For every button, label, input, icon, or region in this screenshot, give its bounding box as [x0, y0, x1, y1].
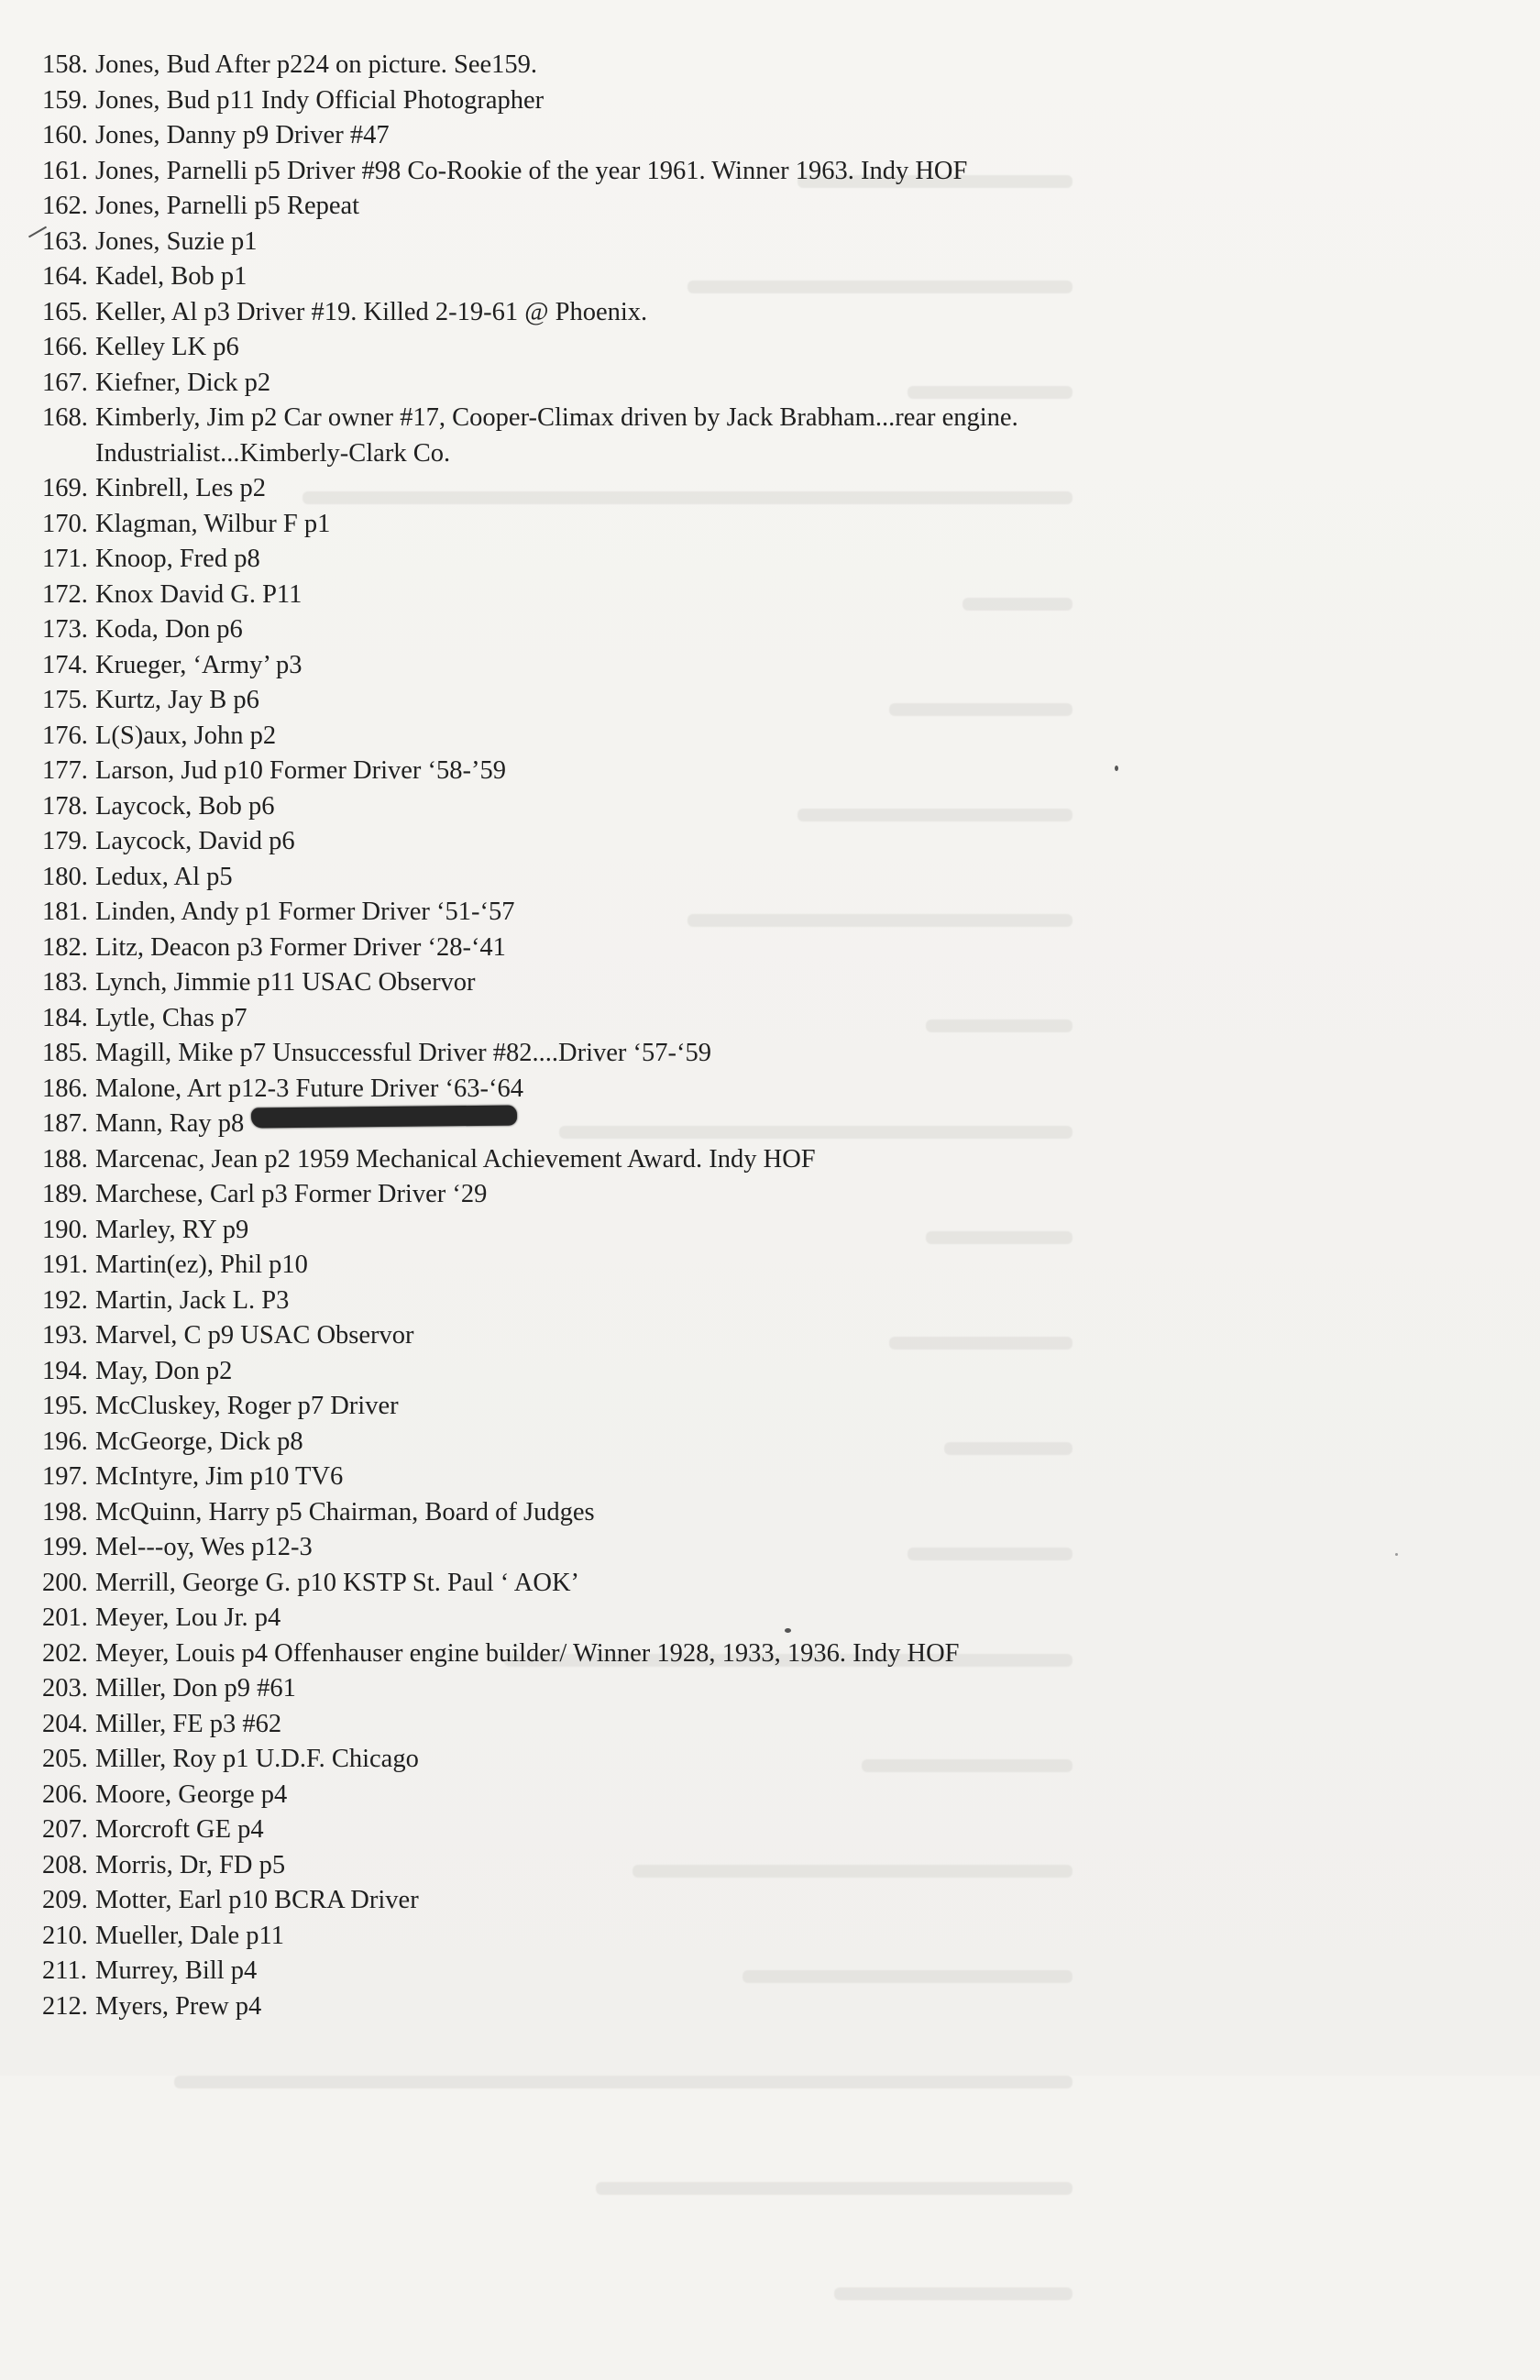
entry-number: 179.: [42, 827, 88, 855]
entry-number: 178.: [42, 791, 88, 821]
entry-number: 165.: [42, 297, 88, 326]
entry-text: Lynch, Jimmie p11 USAC Observor: [95, 968, 476, 997]
entry-number: 203.: [42, 1674, 88, 1702]
entry-text: Miller, Roy p1 U.D.F. Chicago: [95, 1745, 419, 1773]
entry-text: Mueller, Dale p11: [95, 1921, 284, 1950]
entry-text: May, Don p2: [95, 1356, 233, 1385]
entry-text: Industrialist...Kimberly-Clark Co.: [95, 438, 451, 468]
list-item: [42, 648, 1472, 684]
list-item: [42, 1213, 1472, 1249]
entry-number: 163.: [42, 226, 88, 256]
entry-text: Klagman, Wilbur F p1: [95, 509, 331, 538]
entry-text: Kiefner, Dick p2: [95, 368, 271, 397]
list-item: [42, 1318, 1472, 1354]
entry-text: Murrey, Bill p4: [95, 1956, 258, 1985]
entry-number: 206.: [42, 1779, 88, 1809]
list-item: [42, 1284, 1472, 1319]
list-item: [42, 1813, 1472, 1848]
entry-text: Jones, Parnelli p5 Repeat: [95, 192, 360, 220]
entry-number: 158.: [42, 50, 88, 79]
list-item: [42, 1919, 1472, 1955]
entry-number: 160.: [42, 121, 88, 149]
entry-text: Mel---oy, Wes p12-3: [95, 1533, 313, 1561]
entry-number: 181.: [42, 898, 88, 926]
entry-number: 169.: [42, 474, 88, 502]
list-item: [42, 1495, 1472, 1531]
entry-text: Mann, Ray p8: [95, 1109, 245, 1138]
entry-text: Motter, Earl p10 BCRA Driver: [95, 1886, 419, 1914]
entry-text: L(S)aux, John p2: [95, 721, 277, 750]
entry-number: 183.: [42, 968, 88, 997]
entry-text: Kadel, Bob p1: [95, 262, 248, 291]
list-item: [42, 754, 1472, 789]
entry-text: Jones, Bud After p224 on picture. See159.: [95, 50, 538, 79]
entry-text: Krueger, ‘Army’ p3: [95, 650, 302, 679]
list-item: [42, 1530, 1472, 1566]
entry-number: 166.: [42, 333, 88, 361]
entry-number: 200.: [42, 1568, 88, 1597]
list-item: [42, 1883, 1472, 1919]
entry-number: 204.: [42, 1709, 88, 1738]
list-item: [42, 683, 1472, 719]
list-item: [42, 1566, 1472, 1602]
list-item: [42, 1248, 1472, 1284]
entry-number: 190.: [42, 1215, 88, 1244]
list-item: [42, 259, 1472, 295]
entry-number: 185.: [42, 1039, 88, 1067]
entry-number: 194.: [42, 1356, 88, 1385]
list-item: [42, 931, 1472, 966]
entry-number: 207.: [42, 1815, 88, 1844]
entry-text: Malone, Art p12-3 Future Driver ‘63-‘64: [95, 1074, 523, 1103]
entry-text: Lytle, Chas p7: [95, 1003, 248, 1032]
list-item: [42, 1636, 1472, 1672]
entry-text: Laycock, Bob p6: [95, 791, 275, 821]
entry-text: Meyer, Lou Jr. p4: [95, 1603, 281, 1632]
entry-number: 176.: [42, 721, 88, 750]
list-item: [42, 578, 1472, 613]
list-item: [42, 789, 1472, 825]
entry-text: Merrill, George G. p10 KSTP St. Paul ‘ AOK’: [95, 1568, 580, 1597]
list-item: [42, 1989, 1472, 2025]
list-item: [42, 1707, 1472, 1743]
entry-text: Kelley LK p6: [95, 333, 239, 361]
list-item: [42, 895, 1472, 931]
entry-text: McQuinn, Harry p5 Chairman, Board of Judges: [95, 1497, 595, 1526]
entry-text: Linden, Andy p1 Former Driver ‘51-‘57: [95, 898, 515, 926]
list-item: [42, 401, 1472, 436]
entry-number: 173.: [42, 615, 88, 644]
list-item: [42, 1601, 1472, 1636]
entry-number: 159.: [42, 85, 88, 115]
entry-number: 191.: [42, 1251, 88, 1279]
entry-text: Laycock, David p6: [95, 827, 295, 855]
entry-text: McCluskey, Roger p7 Driver: [95, 1392, 399, 1420]
entry-number: 202.: [42, 1638, 88, 1668]
entry-number: 208.: [42, 1850, 88, 1879]
entry-number: 184.: [42, 1003, 88, 1032]
entry-text: Ledux, Al p5: [95, 862, 233, 891]
list-item: [42, 1354, 1472, 1390]
list-item: [42, 965, 1472, 1001]
list-item: [42, 1107, 1472, 1142]
entry-number: 168.: [42, 403, 88, 432]
entry-text: Miller, Don p9 #61: [95, 1674, 296, 1702]
entry-number: 188.: [42, 1144, 88, 1173]
entry-text: Larson, Jud p10 Former Driver ‘58-’59: [95, 756, 506, 785]
entry-text: Koda, Don p6: [95, 615, 243, 644]
entry-text: Moore, George p4: [95, 1779, 288, 1809]
entry-number: 174.: [42, 650, 88, 679]
list-item: [42, 860, 1472, 896]
paper-speck: [785, 1628, 791, 1633]
list-item: [42, 330, 1472, 366]
entry-number: 162.: [42, 192, 88, 220]
entry-text: Marley, RY p9: [95, 1215, 249, 1244]
entry-text: McIntyre, Jim p10 TV6: [95, 1462, 344, 1491]
list-item: [42, 48, 1472, 83]
list-item: [42, 1671, 1472, 1707]
entry-number: 193.: [42, 1321, 88, 1350]
entry-number: 198.: [42, 1497, 88, 1526]
entry-number: 170.: [42, 509, 88, 538]
entry-text: Meyer, Louis p4 Offenhauser engine builder/ Winner 1928, 1933, 1936. Indy HOF: [95, 1638, 960, 1668]
list-item: [42, 1001, 1472, 1037]
list-item: [42, 471, 1472, 507]
entry-number: 189.: [42, 1180, 88, 1208]
entry-text: Kurtz, Jay B p6: [95, 686, 259, 714]
entry-number: 210.: [42, 1921, 88, 1950]
list-item: [42, 1389, 1472, 1425]
entry-number: 167.: [42, 368, 88, 397]
entry-text: Miller, FE p3 #62: [95, 1709, 282, 1738]
list-item: [42, 824, 1472, 860]
entry-number: 172.: [42, 579, 88, 609]
entry-number: 205.: [42, 1745, 88, 1773]
entry-number: 180.: [42, 862, 88, 891]
list-item: [42, 719, 1472, 755]
entry-text: Marchese, Carl p3 Former Driver ‘29: [95, 1180, 488, 1208]
redaction-mark: [251, 1105, 517, 1128]
entry-number: 164.: [42, 262, 88, 291]
entry-number: 177.: [42, 756, 88, 785]
entry-text: Myers, Prew p4: [95, 1991, 262, 2021]
list-item: [42, 1778, 1472, 1813]
list-item: [42, 1425, 1472, 1460]
entry-text: Marvel, C p9 USAC Observor: [95, 1321, 414, 1350]
list-item: [42, 507, 1472, 543]
list-item: [42, 1072, 1472, 1107]
entry-number: 192.: [42, 1285, 88, 1315]
entry-text: Knox David G. P11: [95, 579, 302, 609]
entry-text: Martin, Jack L. P3: [95, 1285, 290, 1315]
entry-text: Martin(ez), Phil p10: [95, 1251, 308, 1279]
list-item: [42, 1142, 1472, 1178]
list-item: [42, 83, 1472, 119]
list-item: [42, 1036, 1472, 1072]
entry-text: Jones, Parnelli p5 Driver #98 Co-Rookie of the year 1961. Winner 1963. Indy HOF: [95, 156, 968, 185]
entry-text: Keller, Al p3 Driver #19. Killed 2-19-61 @ Phoenix.: [95, 297, 648, 326]
entry-number: 199.: [42, 1533, 88, 1561]
entry-number: 211.: [42, 1956, 87, 1985]
list-item: [42, 366, 1472, 402]
entry-text: McGeorge, Dick p8: [95, 1427, 303, 1456]
entry-number: [42, 436, 95, 472]
list-item: [42, 118, 1472, 154]
entry-number: 195.: [42, 1392, 88, 1420]
entry-text: Jones, Bud p11 Indy Official Photographer: [95, 85, 544, 115]
entry-text: Marcenac, Jean p2 1959 Mechanical Achievement Award. Indy HOF: [95, 1144, 816, 1173]
entry-number: 171.: [42, 545, 88, 573]
entry-text: Jones, Danny p9 Driver #47: [95, 121, 390, 149]
entry-number: 182.: [42, 932, 88, 962]
list-item: [42, 225, 1472, 260]
entry-number: 186.: [42, 1074, 88, 1103]
entry-text: Jones, Suzie p1: [95, 226, 258, 256]
list-item: [42, 1742, 1472, 1778]
entry-text: Litz, Deacon p3 Former Driver ‘28-‘41: [95, 932, 506, 962]
entry-number: 196.: [42, 1427, 88, 1456]
entry-list: [42, 48, 1472, 2024]
entry-number: 161.: [42, 156, 88, 185]
list-item: [42, 1177, 1472, 1213]
paper-speck: [1115, 766, 1118, 771]
entry-text: Kimberly, Jim p2 Car owner #17, Cooper-Climax driven by Jack Brabham...rear engine.: [95, 403, 1018, 432]
list-item: [42, 154, 1472, 190]
list-item: [42, 189, 1472, 225]
entry-text: Morcroft GE p4: [95, 1815, 264, 1844]
paper-speck: [1395, 1553, 1398, 1556]
entry-text: Knoop, Fred p8: [95, 545, 260, 573]
list-item: [42, 542, 1472, 578]
entry-text: Magill, Mike p7 Unsuccessful Driver #82....Driver ‘57-‘59: [95, 1039, 711, 1067]
entry-number: 201.: [42, 1603, 88, 1632]
entry-number: 197.: [42, 1462, 88, 1491]
entry-number: 187.: [42, 1109, 88, 1138]
list-item: [42, 1848, 1472, 1884]
entry-number: 175.: [42, 686, 88, 714]
list-item: [42, 1460, 1472, 1495]
entry-number: 212.: [42, 1991, 88, 2021]
list-item: [42, 612, 1472, 648]
list-item: [42, 295, 1472, 331]
list-item-continuation: [42, 436, 1472, 472]
entry-text: Kinbrell, Les p2: [95, 474, 267, 502]
entry-number: 209.: [42, 1886, 88, 1914]
list-item: [42, 1954, 1472, 1989]
entry-text: Morris, Dr, FD p5: [95, 1850, 286, 1879]
